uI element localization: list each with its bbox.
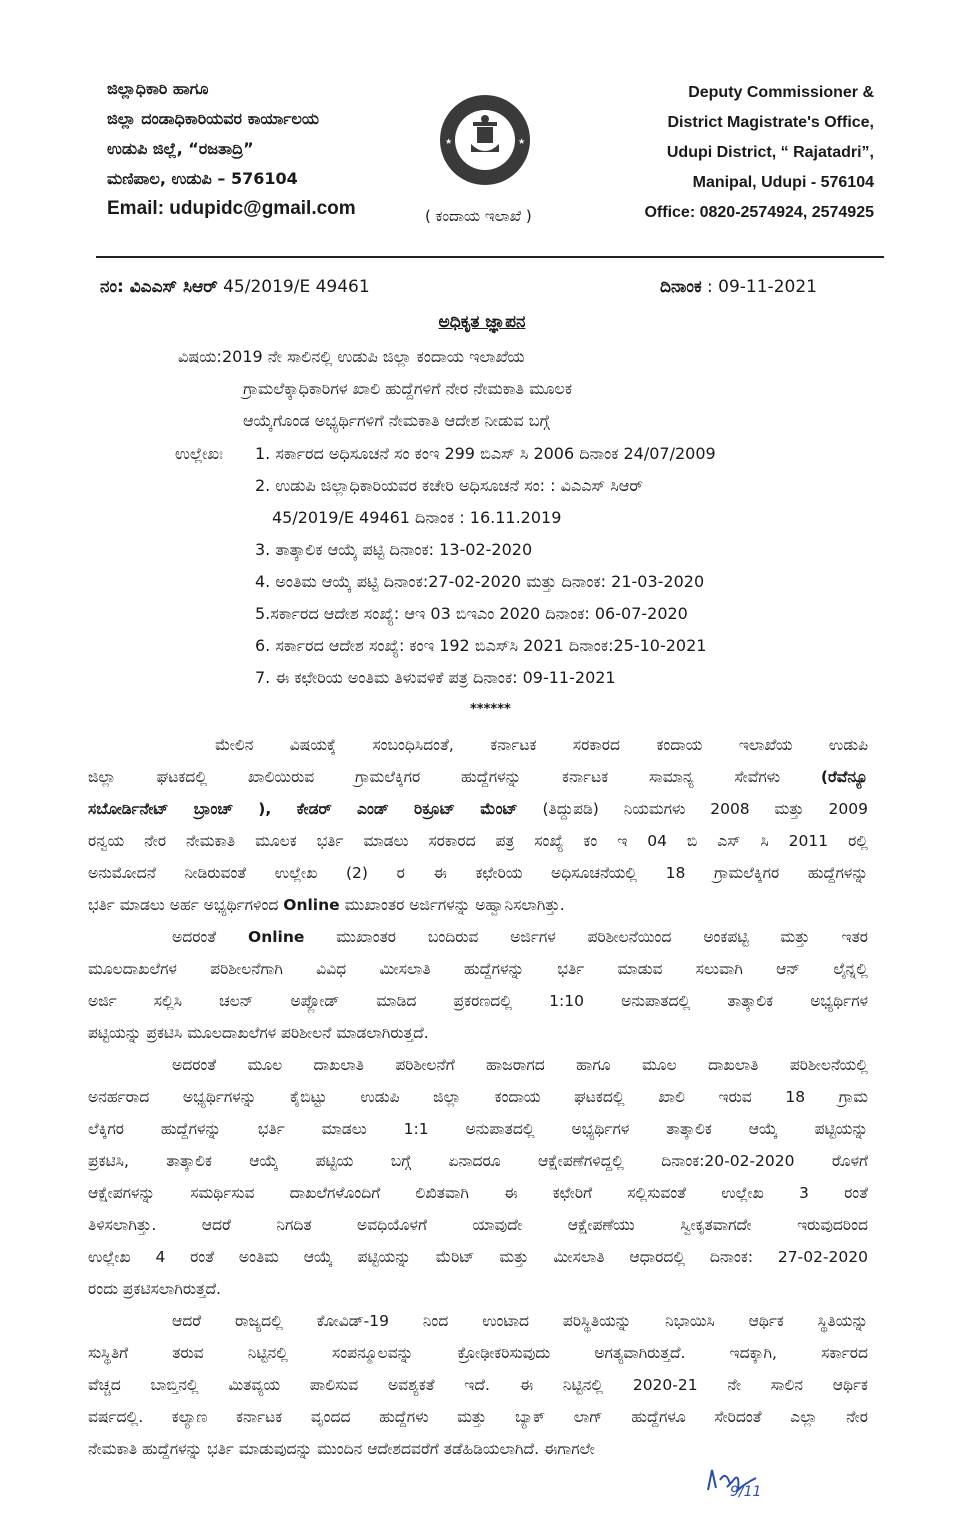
text-segment: ಜಿಲ್ಲಾ ಘಟಕದಲ್ಲಿ ಖಾಲಿಯಿರುವ ಗ್ರಾಮಲೆಕ್ಕಿಗರ ಹುದ್ದೆಗಳನ್ನು ಕರ್ನಾಟಕ ಸಾಮಾನ್ಯ ಸೇವೆಗಳು <box>88 768 821 786</box>
bold-text-segment: Online <box>283 896 340 914</box>
paragraph-line <box>88 1344 868 1363</box>
address-line: Udupi District, “ Rajatadri”, <box>666 144 874 161</box>
reference-item: 4. ಅಂತಿಮ ಆಯ್ಕೆ ಪಟ್ಟಿ ದಿನಾಂಕ:27-02-2020 ಮತ್ತು ದಿನಾಂಕ: 21-03-2020 <box>255 572 705 591</box>
text-segment: ಮೇಲಿನ ವಿಷಯಕ್ಕೆ ಸಂಬಂಧಿಸಿದಂತೆ, ಕರ್ನಾಟಕ ಸರಕಾರದ ಕಂದಾಯ ಇಲಾಖೆಯ ಉಡುಪಿ <box>215 736 868 754</box>
paragraph-line <box>88 896 868 915</box>
reference-item: 1. ಸರ್ಕಾರದ ಅಧಿಸೂಚನೆ ಸಂ ಕಂಇ 299 ಬಿಎಸ್ ಸಿ 2006 ದಿನಾಂಕ 24/07/2009 <box>255 444 716 463</box>
svg-text:★: ★ <box>445 137 453 146</box>
text-segment: ಅರ್ಜಿ ಸಲ್ಲಿಸಿ ಚಲನ್ ಅಪ್ಲೋಡ್ ಮಾಡಿದ ಪ್ರಕರಣದಲ್ಲಿ 1:10 ಅನುಪಾತದಲ್ಲಿ ತಾತ್ಕಾಲಿಕ ಅಭ್ಯರ್ಥಿಗಳ <box>88 992 868 1010</box>
bold-text-segment: ಸಬೋರ್ಡಿನೇಟ್ ಬ್ರಾಂಚ್ ), ಕೇಡರ್ ಎಂಡ್ ರಿಕ್ರೂಟ್ ಮೆಂಟ್ <box>88 800 518 818</box>
letter-date <box>660 277 817 297</box>
reference-number-value: 45/2019/E 49461 <box>223 277 370 297</box>
paragraph-line <box>88 1408 868 1427</box>
subject-line: ಗ್ರಾಮಲೆಕ್ಕಾಧಿಕಾರಿಗಳ ಖಾಲಿ ಹುದ್ದೆಗಳಿಗೆ ನೇರ ನೇಮಕಾತಿ ಮೂಲಕ <box>243 379 573 398</box>
paragraph-line <box>88 960 868 979</box>
text-segment: ಅದರಂತೆ <box>172 928 249 946</box>
reference-item: 6. ಸರ್ಕಾರದ ಆದೇಶ ಸಂಖ್ಯೆ: ಕಂಇ 192 ಬಿಎಸ್‌ಸಿ 2021 ದಿನಾಂಕ:25-10-2021 <box>255 636 707 655</box>
text-segment: ರಂದು ಪ್ರಕಟಿಸಲಾಗಿರುತ್ತದೆ. <box>88 1280 222 1298</box>
paragraph-line <box>88 1184 868 1203</box>
address-line: ಜಿಲ್ಲಾಧಿಕಾರಿ ಹಾಗೂ <box>107 79 209 98</box>
text-segment: (ತಿದ್ದುಪಡಿ) ನಿಯಮಗಳು 2008 ಮತ್ತು 2009 <box>517 800 868 818</box>
text-segment: ಸುಸ್ಥಿತಿಗೆ ತರುವ ನಿಟ್ಟಿನಲ್ಲಿ ಸಂಪನ್ಮೂಲವನ್ನು ಕ್ರೋಢೀಕರಿಸುವುದು ಅಗತ್ಯವಾಗಿರುತ್ತದೆ. ಇದಕ್ಕಾಗಿ, ಸರ್ಕಾರದ <box>88 1344 868 1362</box>
address-line: Deputy Commissioner & <box>688 84 874 101</box>
reference-item: 2. ಉಡುಪಿ ಜಿಲ್ಲಾಧಿಕಾರಿಯವರ ಕಚೇರಿ ಅಧಿಸೂಚನೆ ಸಂ: : ವಿಎಎಸ್ ಸಿಆರ್ <box>255 476 643 495</box>
text-segment: ಮುಖಾಂತರ ಬಂದಿರುವ ಅರ್ಜಿಗಳ ಪರಿಶೀಲನೆಯಿಂದ ಅಂಕಪಟ್ಟಿ ಮತ್ತು ಇತರ <box>304 928 868 946</box>
reference-number-label: ನಂ: ವಿಎಎಸ್ ಸಿಆರ್ <box>100 277 218 297</box>
reference-item-continued: 45/2019/E 49461 ದಿನಾಂಕ : 16.11.2019 <box>272 508 562 527</box>
paragraph-line <box>88 1024 868 1043</box>
text-segment: ಪಟ್ಟಿಯನ್ನು ಪ್ರಕಟಿಸಿ ಮೂಲದಾಖಲೆಗಳ ಪರಿಶೀಲನೆ ಮಾಡಲಾಗಿರುತ್ತದೆ. <box>88 1024 429 1042</box>
signature-date: 9/11 <box>730 1484 762 1500</box>
text-segment: ನೇಮಕಾತಿ ಹುದ್ದೆಗಳನ್ನು ಭರ್ತಿ ಮಾಡುವುದನ್ನು ಮುಂದಿನ ಆದೇಶದವರೆಗೆ ತಡೆಹಿಡಿಯಲಾಗಿದೆ. ಈಗಾಗಲೇ <box>88 1440 595 1458</box>
paragraph-line <box>88 800 868 819</box>
text-segment: ವರ್ಷದಲ್ಲಿ. ಕಲ್ಯಾಣ ಕರ್ನಾಟಕ ವೃಂದದ ಹುದ್ದೆಗಳು ಮತ್ತು ಬ್ಯಾಕ್ ಲಾಗ್ ಹುದ್ದೆಗಳೂ ಸೇರಿದಂತೆ ಎಲ್ಲಾ ನೇರ <box>88 1408 868 1426</box>
reference-item: 7. ಈ ಕಛೇರಿಯ ಅಂತಿಮ ತಿಳುವಳಿಕೆ ಪತ್ರ ದಿನಾಂಕ: 09-11-2021 <box>255 668 616 687</box>
reference-item: 5.ಸರ್ಕಾರದ ಆದೇಶ ಸಂಖ್ಯೆ: ಆಇ 03 ಬಿಇಎಂ 2020 ದಿನಾಂಕ: 06-07-2020 <box>255 604 688 623</box>
date-label: ದಿನಾಂಕ <box>660 277 702 297</box>
text-segment: ತಿಳಿಸಲಾಗಿತ್ತು. ಆದರೆ ನಿಗದಿತ ಅವಧಿಯೊಳಗೆ ಯಾವುದೇ ಆಕ್ಷೇಪಣೆಯು ಸ್ವೀಕೃತವಾಗದೇ ಇರುವುದರಿಂದ <box>88 1216 868 1234</box>
header-divider <box>96 256 884 258</box>
text-segment: ಉಲ್ಲೇಖ 4 ರಂತೆ ಅಂತಿಮ ಆಯ್ಕೆ ಪಟ್ಟಿಯನ್ನು ಮೆರಿಟ್ ಮತ್ತು ಮೀಸಲಾತಿ ಆಧಾರದಲ್ಲಿ ದಿನಾಂಕ: 27-02-2020 <box>88 1248 868 1266</box>
subject-label: ವಿಷಯ: <box>178 347 222 366</box>
paragraph-line <box>88 832 868 851</box>
address-line: ಉಡುಪಿ ಜಿಲ್ಲೆ, “ರಜತಾದ್ರಿ” <box>107 139 254 158</box>
karnataka-emblem-icon <box>437 92 533 192</box>
reference-item: 3. ತಾತ್ಕಾಲಿಕ ಆಯ್ಕೆ ಪಟ್ಟಿ ದಿನಾಂಕ: 13-02-2020 <box>255 540 533 559</box>
department-label: ( ಕಂದಾಯ ಇಲಾಖೆ ) <box>425 207 532 225</box>
paragraph-line <box>88 1120 868 1139</box>
address-line: ಮಣಿಪಾಲ, ಉಡುಪಿ – 576104 <box>107 169 298 188</box>
bold-text-segment: Online <box>248 928 305 946</box>
phone-numbers: Office: 0820-2574924, 2574925 <box>644 204 874 221</box>
svg-text:★: ★ <box>518 137 526 146</box>
text-segment: ವೆಚ್ಚದ ಬಾಬ್ತಿನಲ್ಲಿ ಮಿತವ್ಯಯ ಪಾಲಿಸುವ ಅವಶ್ಯಕತೆ ಇದೆ. ಈ ನಿಟ್ಟಿನಲ್ಲಿ 2020-21 ನೇ ಸಾಲಿನ ಆರ್ಥಿಕ <box>88 1376 868 1394</box>
paragraph-line <box>172 928 868 947</box>
address-line: District Magistrate's Office, <box>667 114 874 131</box>
email-address: Email: udupidc@gmail.com <box>107 198 356 219</box>
subject-line: ಆಯ್ಕೆಗೊಂಡ ಅಭ್ಯರ್ಥಿಗಳಿಗೆ ನೇಮಕಾತಿ ಆದೇಶ ನೀಡುವ ಬಗ್ಗೆ <box>243 411 550 430</box>
paragraph-line <box>88 1088 868 1107</box>
text-segment: ಆಕ್ಷೇಪಗಳನ್ನು ಸಮರ್ಥಿಸುವ ದಾಖಲೆಗಳೊಂದಿಗೆ ಲಿಖಿತವಾಗಿ ಈ ಕಛೇರಿಗೆ ಸಲ್ಲಿಸುವಂತೆ ಉಲ್ಲೇಖ 3 ರಂತೆ <box>88 1184 868 1202</box>
reference-number <box>100 277 370 297</box>
section-separator: ****** <box>470 702 511 717</box>
office-address-english <box>644 78 874 228</box>
text-segment: ಅನುಮೋದನೆ ನೀಡಿರುವಂತೆ ಉಲ್ಲೇಖ (2) ರ ಈ ಕಛೇರಿಯ ಅಧಿಸೂಚನೆಯಲ್ಲಿ 18 ಗ್ರಾಮಲೆಕ್ಕಿಗರ ಹುದ್ದೆಗಳನ್ನು <box>88 864 868 882</box>
text-segment: ಆದರೆ ರಾಜ್ಯದಲ್ಲಿ ಕೋವಿಡ್-19 ನಿಂದ ಉಂಟಾದ ಪರಿಸ್ಥಿತಿಯನ್ನು ನಿಭಾಯಿಸಿ ಆರ್ಥಿಕ ಸ್ಥಿತಿಯನ್ನು <box>172 1312 868 1330</box>
date-value: : 09-11-2021 <box>707 277 817 297</box>
paragraph-line <box>88 1152 868 1171</box>
text-segment: ಅನರ್ಹರಾದ ಅಭ್ಯರ್ಥಿಗಳನ್ನು ಕೈಬಿಟ್ಟು ಉಡುಪಿ ಜಿಲ್ಲಾ ಕಂದಾಯ ಘಟಕದಲ್ಲಿ ಖಾಲಿ ಇರುವ 18 ಗ್ರಾಮ <box>88 1088 868 1106</box>
office-address-kannada <box>107 74 356 224</box>
paragraph-line <box>88 768 868 787</box>
text-segment: ಮುಖಾಂತರ ಅರ್ಜಿಗಳನ್ನು ಅಹ್ವಾನಿಸಲಾಗಿತ್ತು. <box>339 896 565 914</box>
paragraph-line <box>172 1312 868 1331</box>
text-segment: ಭರ್ತಿ ಮಾಡಲು ಅರ್ಹ ಅಭ್ಯರ್ಥಿಗಳಿಂದ <box>88 896 284 914</box>
paragraph-line <box>172 1056 868 1075</box>
text-segment: ಅದರಂತೆ ಮೂಲ ದಾಖಲಾತಿ ಪರಿಶೀಲನೆಗೆ ಹಾಜರಾಗದ ಹಾಗೂ ಮೂಲ ದಾಖಲಾತಿ ಪರಿಶೀಲನೆಯಲ್ಲಿ <box>172 1056 868 1074</box>
paragraph-line <box>88 1248 868 1267</box>
paragraph-line <box>88 1440 868 1459</box>
subject-line: 2019 ನೇ ಸಾಲಿನಲ್ಲಿ ಉಡುಪಿ ಜಿಲ್ಲಾ ಕಂದಾಯ ಇಲಾಖೆಯ <box>222 347 525 366</box>
paragraph-line <box>88 1376 868 1395</box>
text-segment: ಲೆಕ್ಕಿಗರ ಹುದ್ದೆಗಳನ್ನು ಭರ್ತಿ ಮಾಡಲು 1:1 ಅನುಪಾತದಲ್ಲಿ ಅಭ್ಯರ್ಥಿಗಳ ತಾತ್ಕಾಲಿಕ ಆಯ್ಕೆ ಪಟ್ಟಿಯನ್ನು <box>88 1120 868 1138</box>
text-segment: ಮೂಲದಾಖಲೆಗಳ ಪರಿಶೀಲನೆಗಾಗಿ ವಿವಿಧ ಮೀಸಲಾತಿ ಹುದ್ದೆಗಳನ್ನು ಭರ್ತಿ ಮಾಡುವ ಸಲುವಾಗಿ ಆನ್ ಲೈನ್ನಲ್ಲಿ <box>88 960 868 978</box>
handwritten-initials <box>700 1462 780 1516</box>
document-title <box>0 312 964 332</box>
address-line: Manipal, Udupi - 576104 <box>692 174 874 191</box>
paragraph-line <box>88 1216 868 1235</box>
references-label: ಉಲ್ಲೇಖಃ <box>175 444 223 463</box>
text-segment: ರನ್ವಯ ನೇರ ನೇಮಕಾತಿ ಮೂಲಕ ಭರ್ತಿ ಮಾಡಲು ಸರಕಾರದ ಪತ್ರ ಸಂಖ್ಯೆ ಕಂ ಇ 04 ಬಿ ಎಸ್ ಸಿ 2011 ರಲ್ಲಿ <box>88 832 868 850</box>
document-title-text: ಅಧಿಕೃತ ಜ್ಞಾಪನ <box>438 312 526 332</box>
paragraph-line <box>88 1280 868 1299</box>
paragraph-line <box>88 864 868 883</box>
address-line: ಜಿಲ್ಲಾ ದಂಡಾಧಿಕಾರಿಯವರ ಕಾರ್ಯಾಲಯ <box>107 109 320 128</box>
paragraph-line <box>215 736 868 755</box>
text-segment: ಪ್ರಕಟಿಸಿ, ತಾತ್ಕಾಲಿಕ ಆಯ್ಕೆ ಪಟ್ಟಿಯ ಬಗ್ಗೆ ಏನಾದರೂ ಆಕ್ಷೇಪಣೆಗಳಿದ್ದಲ್ಲಿ ದಿನಾಂಕ:20-02-2020 ರೊಳಗೆ <box>88 1152 868 1170</box>
bold-text-segment: (ರೆವೆನ್ಯೂ <box>820 768 868 786</box>
paragraph-line <box>88 992 868 1011</box>
